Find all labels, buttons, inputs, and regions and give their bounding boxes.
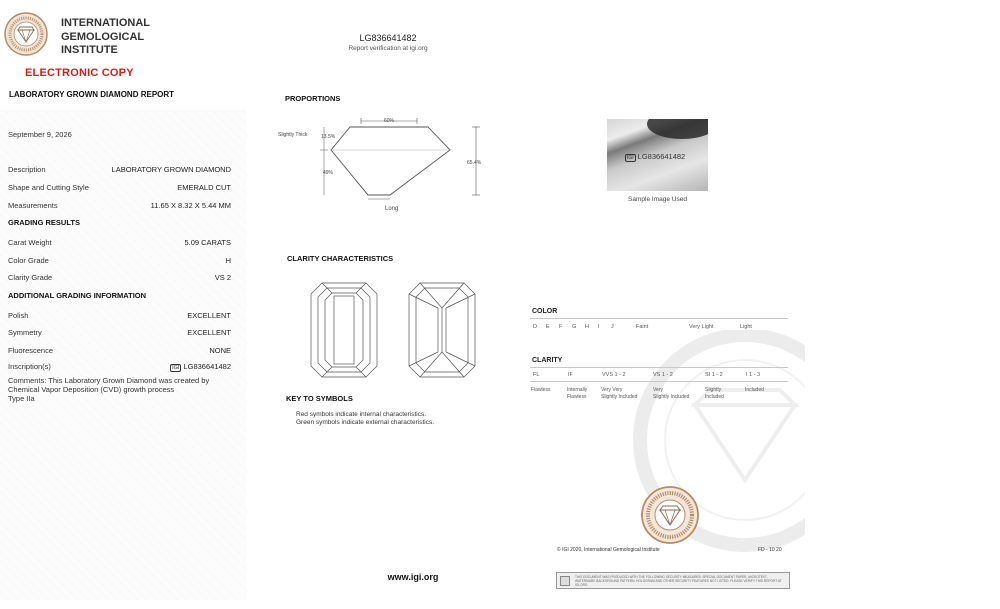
copyright-text: © IGI 2020, International Gemological Institute [557, 547, 660, 553]
clarity-desc-i [745, 387, 764, 394]
color-letter-d: D [533, 324, 537, 330]
inscription-number: LG836641482 [183, 362, 231, 371]
security-note: THIS DOCUMENT WAS PRODUCED WITH THE FOLLOWING SECURITY MEASURES: SPECIAL DOCUMENT PAPER, MICROTEXT, WATERMARK BACKGROUND PATTERN, HOLOGRAM AND OTHER SECURITY FEATURES NOT LISTED. PLEASE VERIFY THIS REPORT AT IGI.ORG [575, 575, 782, 587]
clarity-desc-flawless-text: Flawless [531, 387, 551, 393]
report-date-row [8, 130, 231, 142]
clarity-grade-row [8, 273, 231, 285]
electronic-copy-label: ELECTRONIC COPY [25, 67, 134, 79]
clarity-desc-if-line1: Internally [567, 387, 588, 393]
measurements-row [8, 201, 231, 213]
shape-label: Shape and Cutting Style [8, 183, 89, 192]
clarity-desc-si-line1: Slightly [705, 387, 722, 393]
symmetry-row [8, 328, 231, 340]
total-depth-percent: 65.4% [467, 160, 482, 166]
clarity-desc-vs-line2: Slightly Included [653, 393, 690, 400]
key-to-symbols-heading: KEY TO SYMBOLS [286, 394, 353, 403]
sample-girdle-image [607, 119, 708, 191]
clarity-grade-i: I 1 - 3 [746, 372, 761, 378]
clarity-scale-title: CLARITY [532, 357, 563, 364]
polish-row [8, 311, 231, 323]
igi-mini-logo-icon: IGI [627, 155, 634, 161]
clarity-characteristics-heading: CLARITY CHARACTERISTICS [287, 254, 394, 263]
clarity-grade-if: IF [568, 372, 573, 378]
measurements-value: 11.65 X 8.32 X 5.44 MM [150, 201, 231, 210]
igi-seal-stamp [640, 485, 700, 545]
comments-block [8, 376, 230, 403]
sample-image-caption: Sample Image Used [628, 196, 687, 203]
igi-seal-logo [4, 12, 48, 56]
girdle-thickness: Slightly Thick [278, 132, 308, 138]
crown-height-percent: 13.5% [321, 134, 336, 140]
report-date: September 9, 2026 [8, 130, 72, 139]
polish-label: Polish [8, 311, 29, 320]
clarity-scale-divider-2 [530, 381, 788, 382]
org-name-line-1: INTERNATIONAL [61, 17, 151, 29]
clarity-desc-vvs-line2: Slightly Included [601, 393, 638, 400]
diamond-type: Type IIa [8, 394, 35, 403]
carat-value: 5.09 CARATS [184, 238, 231, 247]
clarity-desc-vs-line1: Very [653, 387, 664, 393]
clarity-grade-vs: VS 1 - 2 [653, 372, 673, 378]
color-letter-f: F [559, 324, 563, 330]
shape-value: EMERALD CUT [177, 183, 231, 192]
clarity-scale-divider [530, 367, 788, 368]
clarity-desc-vvs [601, 387, 637, 400]
igi-mini-logo-icon: IGI [172, 365, 180, 371]
color-light: Light [740, 324, 752, 330]
clarity-grade-label: Clarity Grade [8, 273, 53, 282]
clarity-desc-if [567, 387, 587, 400]
fluorescence-row [8, 346, 231, 358]
color-letter-i: I [598, 324, 600, 330]
measurements-label: Measurements [8, 201, 58, 210]
color-faint: Faint [636, 324, 649, 330]
org-name-line-3: INSTITUTE [61, 44, 118, 56]
report-number: LG836641482 [359, 33, 417, 43]
color-grade-value: H [225, 256, 231, 265]
proportions-diagram [270, 110, 500, 220]
table-percent: 60% [384, 118, 395, 124]
red-symbols-note: Red symbols indicate internal characteristics. [296, 411, 427, 418]
inscription-label: Inscription(s) [8, 362, 51, 371]
clarity-grade-vvs: VVS 1 - 2 [602, 372, 626, 378]
color-scale-title: COLOR [532, 308, 558, 315]
fluorescence-value: NONE [209, 346, 231, 355]
org-name-line-2: GEMOLOGICAL [61, 30, 145, 43]
fluorescence-label: Fluorescence [8, 346, 54, 355]
symmetry-label: Symmetry [8, 328, 42, 337]
organization-name [61, 17, 171, 58]
culet-size: Long [385, 206, 399, 212]
green-symbols-note: Green symbols indicate external characteristics. [296, 419, 435, 426]
clarity-plot-diagram [305, 278, 485, 383]
comments-text: Comments: This Laboratory Grown Diamond was created by Chemical Vapor Deposition (CVD) growth process [8, 376, 210, 394]
grading-results-heading: GRADING RESULTS [8, 218, 80, 227]
color-letter-g: G [572, 324, 577, 330]
form-code: FD - 10 20 [758, 547, 782, 553]
description-row [8, 165, 231, 177]
additional-info-heading: ADDITIONAL GRADING INFORMATION [8, 291, 147, 300]
color-letter-j: J [611, 324, 614, 330]
symmetry-value: EXCELLENT [187, 328, 231, 337]
clarity-desc-flawless [531, 387, 550, 394]
clarity-desc-i-text: Included [745, 387, 764, 393]
security-features-strip [556, 572, 790, 589]
description-label: Description [8, 165, 46, 174]
clarity-grade-fl: FL [533, 372, 540, 378]
image-shadow [647, 119, 708, 139]
polish-value: EXCELLENT [187, 311, 231, 320]
description-value: LABORATORY GROWN DIAMOND [111, 165, 231, 174]
color-grade-label: Color Grade [8, 256, 49, 265]
verification-note: Report verification at igi.org [348, 45, 428, 52]
pavilion-depth-percent: 49% [323, 170, 334, 176]
inscription-row [8, 362, 231, 374]
color-letter-h: H [585, 324, 589, 330]
clarity-grade-value: VS 2 [214, 273, 231, 282]
website-link[interactable]: www.igi.org [387, 572, 439, 582]
color-letter-e: E [546, 324, 550, 330]
clarity-grade-si: SI 1 - 2 [705, 372, 723, 378]
sample-inscription-number: LG836641482 [637, 152, 686, 161]
report-type-title: LABORATORY GROWN DIAMOND REPORT [9, 90, 175, 99]
carat-label: Carat Weight [8, 238, 52, 247]
clarity-desc-if-line2: Flawless [567, 393, 587, 400]
clarity-desc-si-line2: Included [705, 393, 724, 400]
carat-row [8, 238, 231, 250]
color-scale-divider [530, 318, 788, 319]
color-grade-row [8, 256, 231, 268]
clarity-desc-vs [653, 387, 689, 400]
clarity-desc-si [705, 387, 724, 400]
sample-inscription [625, 152, 685, 161]
clarity-desc-vvs-line1: Very Very [601, 387, 623, 393]
shape-row [8, 183, 231, 195]
document-security-icon [560, 576, 570, 586]
inscription-value [170, 362, 231, 371]
proportions-heading: PROPORTIONS [285, 94, 341, 103]
color-very-light: Very Light [689, 324, 714, 330]
